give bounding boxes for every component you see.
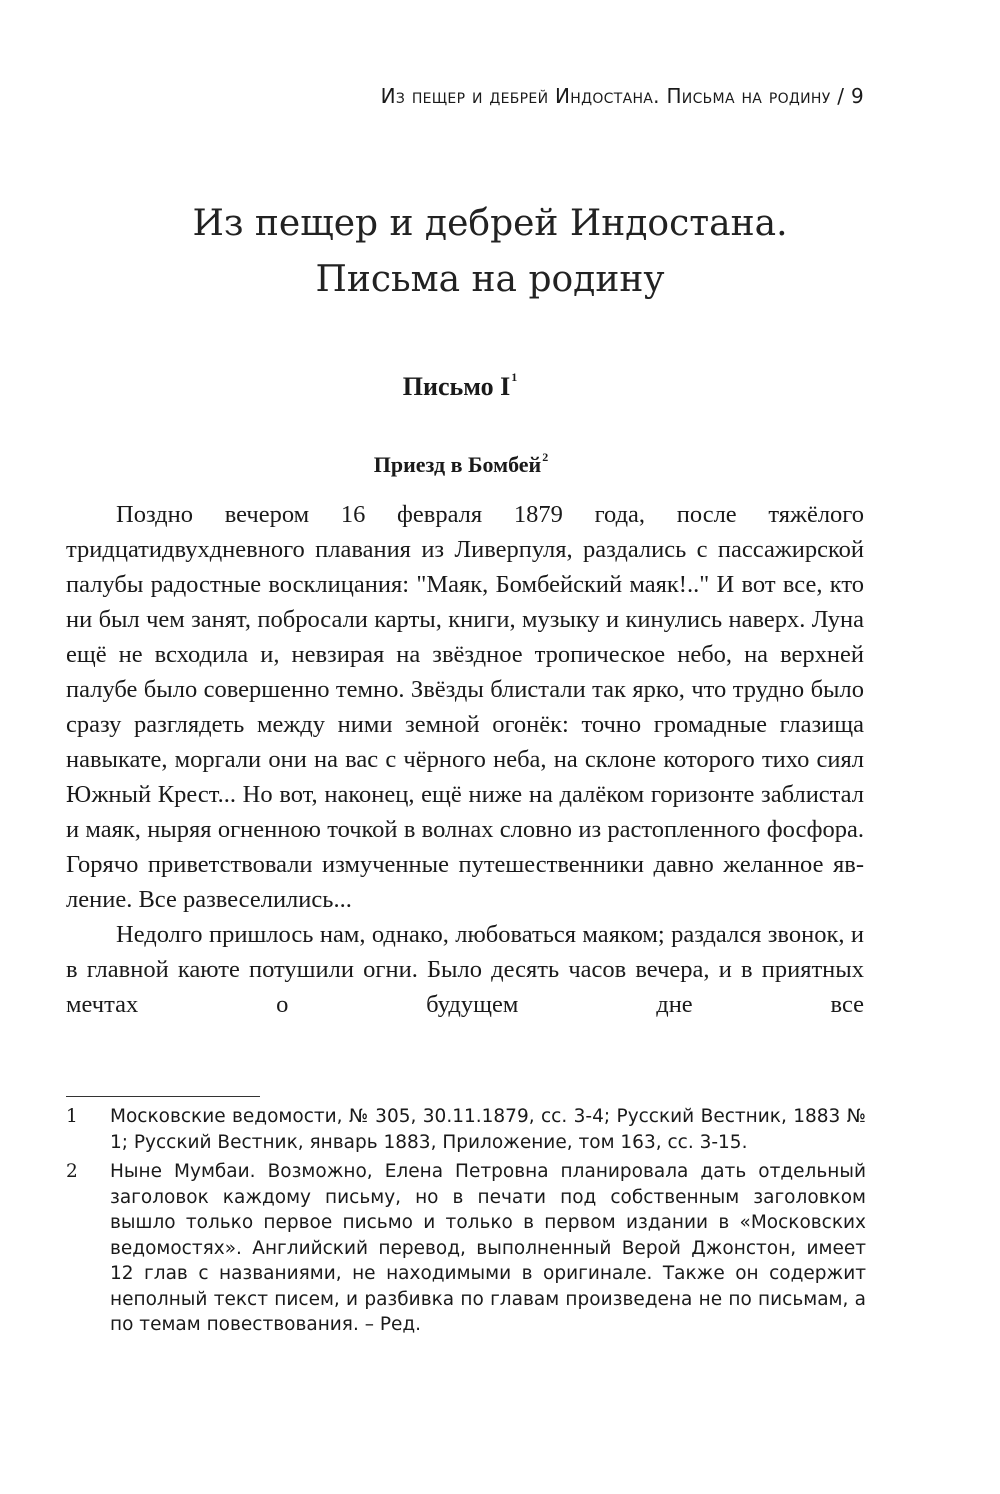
footnote [66,1104,866,1155]
footnote-ref-1: 1 [511,370,518,384]
paragraph: Недолго пришлось нам, однако, любоваться маяком; раздался звонок, и в главной каюте потушили огни. Было десять часов вечера, и в приятных мечтах о будущем дне все [66,921,864,1018]
page-number: 9 [850,84,864,108]
letter-heading-text: Письмо I [402,372,511,401]
running-head-title: Из пещер и дебрей Индостана. Письма на родину [380,84,831,108]
footnote-text: Московские ведомости, № 305, 30.11.1879, сс. 3-4; Русский Вестник, 1883 № 1; Русский Вестник, январь 1883, Приложение, том 163, сс. 3-15. [110,1106,866,1153]
footnote-number: 2 [66,1161,78,1182]
footnote-number: 1 [66,1106,78,1127]
letter-heading [0,372,920,402]
page-title [60,196,920,308]
footnote-text: Ныне Мумбаи. Возможно, Елена Петровна планировала дать отдельный заголовок каждому письму, но в печати под собственным заголовком вышло только первое письмо и только в первом издании в «Московских ведомостях». Английский перевод, выполненный Верой Джонстон, имеет 12 глав с названиями, не находимыми в оригинале. Также он содержит неполный текст писем, и разбивка по главам произведена не по письмам, а по темам повествования. – Ред. [110,1161,866,1335]
footnote-ref-2: 2 [542,450,549,464]
body-text [66,497,864,1022]
footnote-divider [66,1096,260,1097]
footnotes [66,1104,866,1342]
running-head-separator: / [837,84,845,108]
title-line-1: Из пещер и дебрей Индостана. [192,203,788,244]
paragraph: Поздно вечером 16 февраля 1879 года, после тяжёлого тридцатидвухдневного плавания из Ливерпуля, раздались с пассажирской палубы радостные восклицания: "Маяк, Бомбейский маяк!.." И вот все, кто ни был чем занят, побросали карты, книги, музыку и кинулись наверх. Луна ещё не всходила и, невзирая на звёздное тропическое небо, на верхней палубе было совершенно темно. Звёзды блистали так ярко, что трудно было сразу разглядеть между ними земной огонёк: точно громадные глазища навыкате, моргали они на вас с чёрного неба, на склоне которого тихо сиял Южный Крест... Но вот, наконец, ещё ниже на далёком горизонте заблистал и маяк, ныряя огненною точкой в волнах словно из растопленного фосфора. Горячо приветствовали измученные путешественники давно желанное явление. Все развеселились... [66,501,864,913]
title-line-2: Письма на родину [315,259,665,300]
chapter-heading [0,452,922,478]
running-head [290,84,864,108]
footnote [66,1159,866,1338]
chapter-heading-text: Приезд в Бомбей [373,452,542,477]
